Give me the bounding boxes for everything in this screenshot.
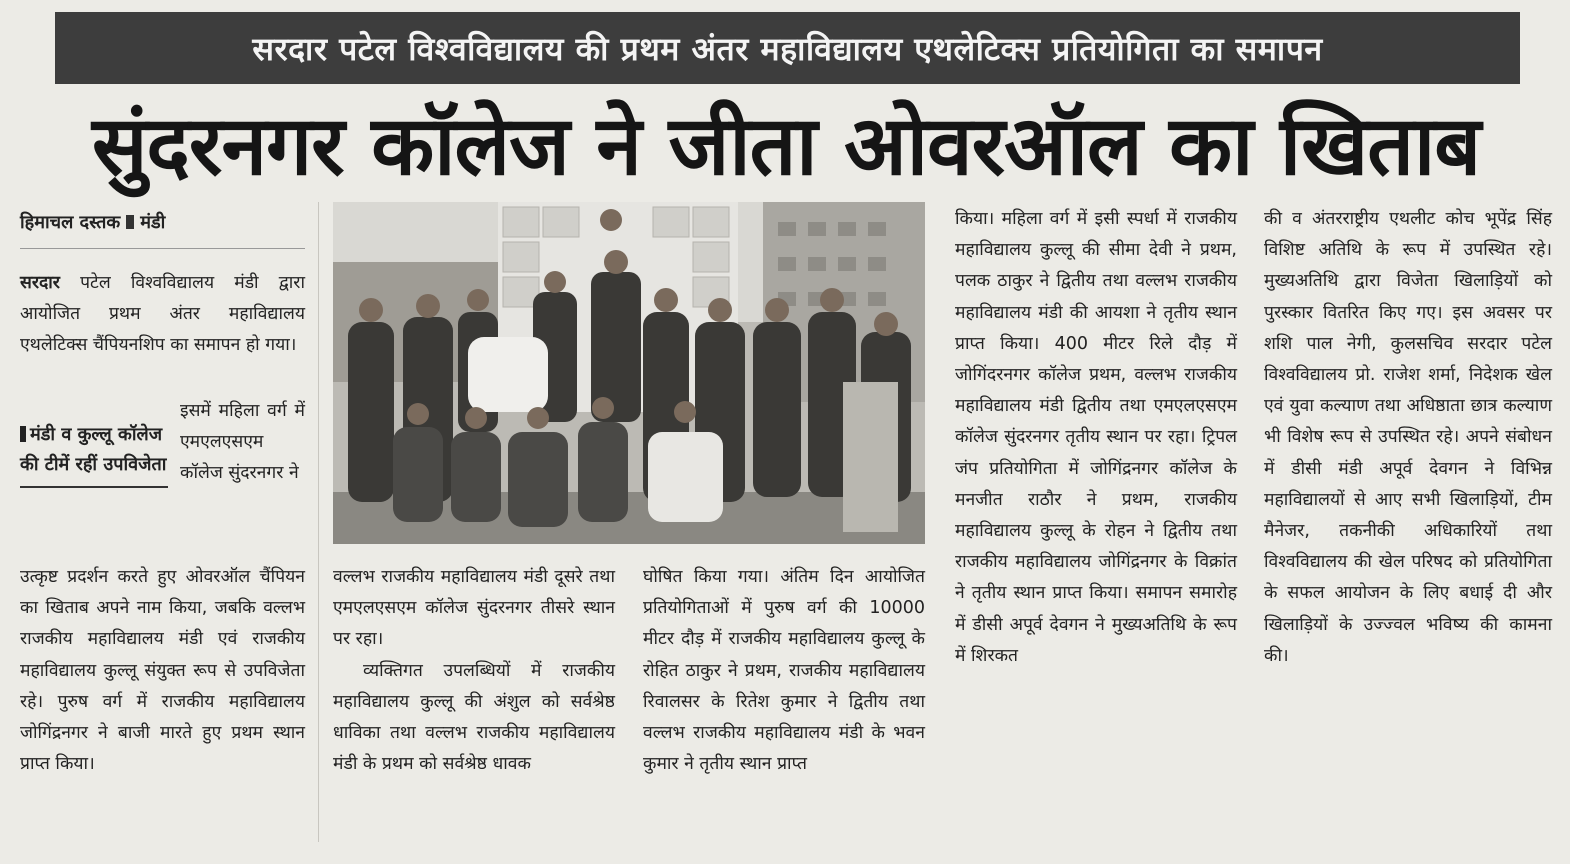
team-photo-graphic [333, 202, 925, 544]
col1-para2-narrow: इसमें महिला वर्ग में एमएलएसएम कॉलेज सुंदरनगर ने [180, 401, 305, 484]
lead-word: सरदार [20, 273, 60, 293]
column-1-narrow [180, 396, 305, 490]
subheading: मंडी व कुल्लू कॉलेज की टीमें रहीं उपविजेता [20, 420, 168, 488]
col2-para1: वल्लभ राजकीय महाविद्यालय मंडी दूसरे तथा एमएलएसएम कॉलेज सुंदरनगर तीसरे स्थान पर रहा। [333, 567, 615, 650]
team-photo [333, 202, 925, 544]
subheading-marker [20, 426, 26, 442]
byline [20, 210, 305, 249]
column-2 [333, 562, 615, 780]
col1-para1: पटेल विश्वविद्यालय मंडी द्वारा आयोजित प्रथम अंतर महाविद्यालय एथलेटिक्स चैंपियनशिप का समापन हो गया। [20, 273, 305, 356]
kicker-banner: सरदार पटेल विश्वविद्यालय की प्रथम अंतर महाविद्यालय एथलेटिक्स प्रतियोगिता का समापन [55, 12, 1520, 84]
byline-separator [126, 215, 134, 229]
byline-paper: हिमाचल दस्तक [20, 212, 121, 233]
headline: सुंदरनगर कॉलेज ने जीता ओवरऑल का खिताब [91, 99, 1481, 194]
byline-place: मंडी [140, 212, 166, 233]
col3-para1: घोषित किया गया। अंतिम दिन आयोजित प्रतियोगिताओं में पुरुष वर्ग की 10000 मीटर दौड़ में राजकीय महाविद्यालय कुल्लू के रोहित ठाकुर ने प्रथम, राजकीय महाविद्यालय रिवालसर के रितेश कुमार ने द्वितीय तथा वल्लभ राजकीय महाविद्यालय मंडी के भवन कुमार ने तृतीय स्थान प्राप्त [643, 567, 925, 775]
column-5 [1264, 204, 1552, 672]
col5-para1: की व अंतरराष्ट्रीय एथलीट कोच भूपेंद्र सिंह विशिष्ट अतिथि के रूप में उपस्थित रहे। मुख्यअतिथि द्वारा विजेता खिलाड़ियों को पुरस्कार वितरित किए गए। इस अवसर पर शशि पाल नेगी, कुलसचिव सरदार पटेल विश्वविद्यालय प्रो. राजेश शर्मा, निदेशक खेल एवं युवा कल्याण तथा अधिष्ठाता छात्र कल्याण भी विशेष रूप से उपस्थित रहे। अपने संबोधन में डीसी मंडी अपूर्व देवगन ने विभिन्न महाविद्यालयों से आए सभी खिलाड़ियों, टीम मैनेजर, तकनीकी अधिकारियों तथा विश्वविद्यालय की खेल परिषद को प्रतियोगिता के सफल आयोजन के लिए बधाई दी और खिलाड़ियों के उज्ज्वल भविष्य की कामना की। [1264, 209, 1552, 666]
column-rule [318, 202, 319, 842]
column-3 [643, 562, 925, 780]
column-4 [955, 204, 1237, 672]
col1-para2-rest: उत्कृष्ट प्रदर्शन करते हुए ओवरऑल चैंपियन का खिताब अपने नाम किया, जबकि वल्लभ राजकीय महाविद्यालय मंडी एवं राजकीय महाविद्यालय कुल्लू संयुक्त रूप से उपविजेता रहे। पुरुष वर्ग में राजकीय महाविद्यालय जोगिंद्रनगर ने बाजी मारते हुए प्रथम स्थान प्राप्त किया। [20, 567, 305, 775]
col2-para2: व्यक्तिगत उपलब्धियों में राजकीय महाविद्यालय कुल्लू की अंशुल को सर्वश्रेष्ठ धाविका तथा वल्लभ राजकीय महाविद्यालय मंडी के प्रथम को सर्वश्रेष्ठ धावक [333, 660, 615, 775]
col4-para1: किया। महिला वर्ग में इसी स्पर्धा में राजकीय महाविद्यालय कुल्लू की सीमा देवी ने प्रथम, पलक ठाकुर ने द्वितीय तथा वल्लभ राजकीय महाविद्यालय मंडी की आयशा ने तृतीय स्थान प्राप्त किया। 400 मीटर रिले दौड़ में जोगिंदरनगर कॉलेज प्रथम, वल्लभ राजकीय महाविद्यालय मंडी द्वितीय तथा एमएलएसएम कॉलेज सुंदरनगर तृतीय स्थान पर रहा। ट्रिपल जंप प्रतियोगिता में जोगिंद्रनगर कॉलेज के मनजीत राठौर ने प्रथम, राजकीय महाविद्यालय कुल्लू के रोहन ने द्वितीय तथा राजकीय महाविद्यालय जोगिंद्रनगर के विक्रांत ने तृतीय स्थान प्राप्त किया। समापन समारोह में डीसी अपूर्व देवगन ने मुख्यअतिथि के रूप में शिरकत [955, 209, 1237, 666]
column-1-rest [20, 562, 305, 780]
column-1 [20, 268, 305, 362]
